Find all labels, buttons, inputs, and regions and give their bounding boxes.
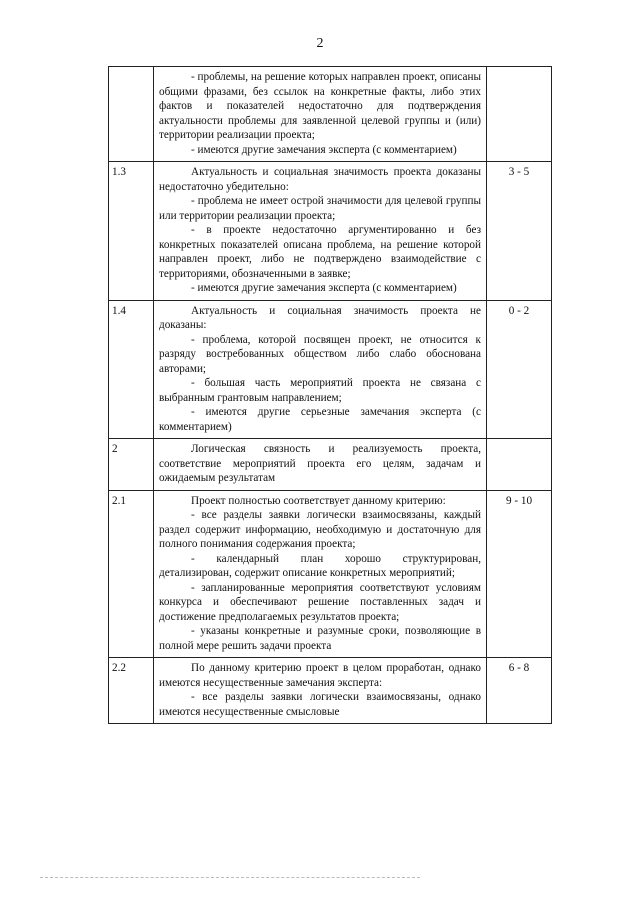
criterion-number: 2.2 <box>109 658 154 724</box>
criterion-paragraph: - имеются другие замечания эксперта (с комментарием) <box>191 143 457 156</box>
criteria-row <box>109 658 552 724</box>
criterion-paragraph: - большая часть мероприятий проекта не связана с выбранным грантовым направлением; <box>159 377 481 404</box>
criterion-number: 2.1 <box>109 490 154 658</box>
criterion-description <box>154 439 487 491</box>
criterion-score: 0 - 2 <box>487 300 552 439</box>
criterion-score <box>487 439 552 491</box>
criteria-row <box>109 162 552 301</box>
criterion-description <box>154 300 487 439</box>
criterion-paragraph: - все разделы заявки логически взаимосвязаны, каждый раздел содержит информацию, необходимую и достаточную для полного понимания содержания проекта; <box>159 509 481 550</box>
criterion-paragraph: - указаны конкретные и разумные сроки, позволяющие в полной мере решить задачи проекта <box>159 625 481 652</box>
criteria-row <box>109 439 552 491</box>
criteria-row <box>109 67 552 162</box>
criteria-row <box>109 300 552 439</box>
criterion-paragraph: - проблема, которой посвящен проект, не относится к разряду востребованных обществом либо слабо обоснована авторами; <box>159 333 481 375</box>
criterion-score <box>487 67 552 162</box>
criterion-paragraph: - проблема не имеет острой значимости для целевой группы или территории реализации проекта; <box>159 195 481 222</box>
criterion-paragraph: - имеются другие серьезные замечания эксперта (с комментарием) <box>159 406 481 433</box>
criterion-score: 3 - 5 <box>487 162 552 301</box>
criterion-number: 1.3 <box>109 162 154 301</box>
page-number: 2 <box>316 36 324 51</box>
criterion-description <box>154 658 487 724</box>
criterion-paragraph: По данному критерию проект в целом проработан, однако имеются несущественные замечания эксперта: <box>159 662 481 689</box>
criterion-paragraph: - в проекте недостаточно аргументированно и без конкретных показателей описана проблема, на решение которой направлен проект, либо не подтверждено взаимодействие с территориями, обозначенными в заявке; <box>159 224 481 280</box>
criterion-paragraph: Логическая связность и реализуемость проекта, соответствие мероприятий проекта его целям, задачам и ожидаемым результатам <box>159 443 481 484</box>
criteria-table <box>108 66 552 724</box>
criterion-number <box>109 67 154 162</box>
criterion-description <box>154 162 487 301</box>
criterion-description <box>154 490 487 658</box>
criteria-row <box>109 490 552 658</box>
criterion-paragraph: - проблемы, на решение которых направлен проект, описаны общими фразами, без ссылок на конкретные факты, либо этих фактов и показателей недостаточно для подтверждения актуальности проблемы для заявленной целевой группы и (или) территории реализации проекта; <box>159 71 481 141</box>
criterion-paragraph: - календарный план хорошо структурирован, детализирован, содержит описание конкретных мероприятий; <box>159 552 481 579</box>
criterion-paragraph: - запланированные мероприятия соответствуют условиям конкурса и обеспечивают решение поставленных задач и достижение предполагаемых результатов проекта; <box>159 581 481 623</box>
criterion-paragraph: - имеются другие замечания эксперта (с комментарием) <box>191 282 457 294</box>
criterion-paragraph: - все разделы заявки логически взаимосвязаны, однако имеются несущественные смысловые <box>159 691 481 718</box>
criterion-number: 2 <box>109 439 154 491</box>
criterion-paragraph: Актуальность и социальная значимость проекта доказаны недостаточно убедительно: <box>159 166 481 193</box>
criterion-paragraph: Актуальность и социальная значимость проекта не доказаны: <box>159 304 481 331</box>
page-bottom-rule <box>40 877 420 878</box>
criterion-score: 6 - 8 <box>487 658 552 724</box>
criterion-paragraph: Проект полностью соответствует данному критерию: <box>191 494 446 507</box>
criterion-description <box>154 67 487 162</box>
criterion-score: 9 - 10 <box>487 490 552 658</box>
criterion-number: 1.4 <box>109 300 154 439</box>
